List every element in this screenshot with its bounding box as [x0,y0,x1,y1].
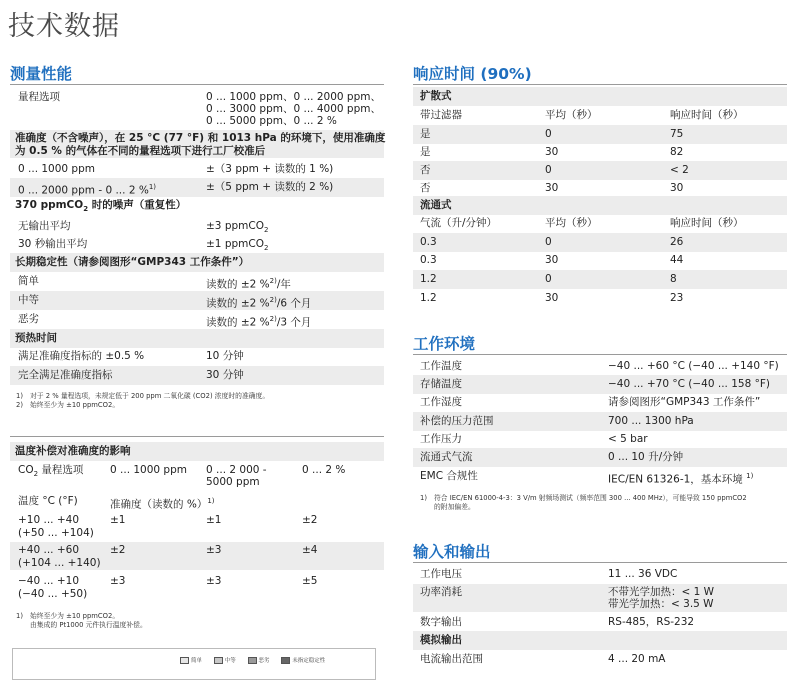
flow-header-row: 气流（升/分钟） 平均（秒） 响应时间（秒） [420,217,744,229]
accuracy-heading: 准确度（不含噪声），在 25 °C (77 °F) 和 1013 hPa 的环境下，使用准确度 为 0.5 % 的气体在不同的量程选项下进行工厂校准后 [10,130,384,158]
table-row: 流通式气流 0 ... 10 升/分钟 [413,448,787,467]
table-row: 工作温度 −40 ... +60 °C (−40 ... +140 °F) [420,360,779,372]
legend-swatch [214,657,223,664]
table-row: 简单 读数的 ±2 %$^{2)}$/年 [18,275,291,291]
temp-header-row: 温度 °C (°F) 准确度（读数的 %）$^{1)}$ [18,495,215,511]
warmup-heading: 预热时间 [10,329,384,348]
table-row: 完全满足准确度指标 30 分钟 [10,366,384,385]
measurement-heading: 测量性能 [10,65,73,83]
table-row: 恶劣 读数的 ±2 %$^{2)}$/3 个月 [18,313,312,329]
response-heading: 响应时间 (90%) [413,65,532,83]
table-row: 30 秒输出平均 ±1 ppmCO$_2$ [18,238,269,253]
io-heading: 输入和输出 [413,543,491,561]
table-row: 功率消耗 不带光学加热：< 1 W 带光学加热：< 3.5 W [413,584,787,612]
table-row: 0.3 0 26 [413,233,787,252]
flow-heading: 流通式 [413,196,787,215]
divider [10,84,384,85]
table-row: 否 30 30 [420,182,684,194]
table-row: 否 0 < 2 [413,161,787,180]
footnote: 1) 对于 2 % 量程选项，未规定低于 200 ppm 二氧化碳 (CO2) 浓度时的准确度。 2) 始终至少为 ±10 ppmCO2。 [16,392,270,409]
table-row: EMC 合规性 IEC/EN 61326-1，基本环境 $^{1)}$ [420,470,754,486]
range-values: 0 ... 1000 ppm、0 ... 2000 ppm、 0 ... 3000 ppm、0 ... 4000 ppm、 0 ... 5000 ppm、0 ... 2 % [206,91,381,127]
env-heading: 工作环境 [413,335,476,353]
legend-swatch [248,657,257,664]
table-row: 是 0 75 [413,125,787,144]
table-row: 补偿的压力范围 700 ... 1300 hPa [413,412,787,431]
table-row: 工作压力 < 5 bar [420,433,648,445]
divider [10,436,384,437]
range-label: 量程选项 [18,91,60,103]
temp-heading: 温度补偿对准确度的影响 [10,442,384,461]
diffusion-header-row: 带过滤器 平均（秒） 响应时间（秒） [420,109,744,121]
chart-legend: 简单 中等 恶劣 未指定稳定性 [180,656,325,664]
stability-heading: 长期稳定性（请参阅图形“GMP343 工作条件”） [10,253,384,272]
table-row: 0 ... 2000 ppm - 0 ... 2 %$^{1)}$ ±（5 ppm + 读数的 2 %) [10,178,384,197]
divider [413,84,787,85]
table-row: 无输出平均 ±3 ppmCO$_2$ [18,220,269,235]
divider [413,562,787,563]
table-row: +10 ... +40 (+50 ... +104) ±1 ±1 ±2 [18,514,318,539]
table-row: 中等 读数的 ±2 %$^{2)}$/6 个月 [10,291,384,310]
page-title: 技术数据 [8,11,120,42]
range-row [10,88,384,128]
footnote: 1) 符合 IEC/EN 61000-4-3：3 V/m 射频场测试（频率范围 300 ... 400 MHz），可能导致 150 ppmCO2 的附加偏差。 [420,494,747,511]
table-row: 工作湿度 请参阅图形“GMP343 工作条件” [420,396,761,408]
analog-heading: 模拟输出 [413,631,787,650]
chart-frame [12,648,376,680]
footnote: 1) 始终至少为 ±10 ppmCO2。 由集成的 Pt1000 元件执行温度补偿。 [16,612,147,629]
table-row: 数字输出 RS-485，RS-232 [420,616,695,628]
table-row: 电流输出范围 4 ... 20 mA [420,653,666,665]
table-row: 0 ... 1000 ppm ±（3 ppm + 读数的 1 %) [18,163,334,175]
legend-swatch [281,657,290,664]
temp-range-row: $CO_2$ 量程选项 0 ... 1000 ppm 0 ... 2 000 - 5000 ppm 0 ... 2 % [18,464,346,488]
diffusion-heading: 扩散式 [413,87,787,106]
table-row: 1.2 0 8 [413,270,787,289]
noise-heading: 370 ppmCO$_2$ 时的噪声（重复性） [15,199,187,214]
table-row: 工作电压 11 ... 36 VDC [420,568,678,580]
legend-swatch [180,657,189,664]
table-row: 存储温度 −40 ... +70 °C (−40 ... 158 °F) [413,375,787,394]
table-row: 是 30 82 [420,146,684,158]
table-row: 满足准确度指标的 ±0.5 % 10 分钟 [18,350,244,362]
table-row: −40 ... +10 (−40 ... +50) ±3 ±3 ±5 [18,575,318,600]
table-row: 1.2 30 23 [420,292,684,304]
table-row: 0.3 30 44 [420,254,684,266]
divider [413,354,787,355]
table-row: +40 ... +60 (+104 ... +140) ±2 ±3 ±4 [10,542,384,570]
